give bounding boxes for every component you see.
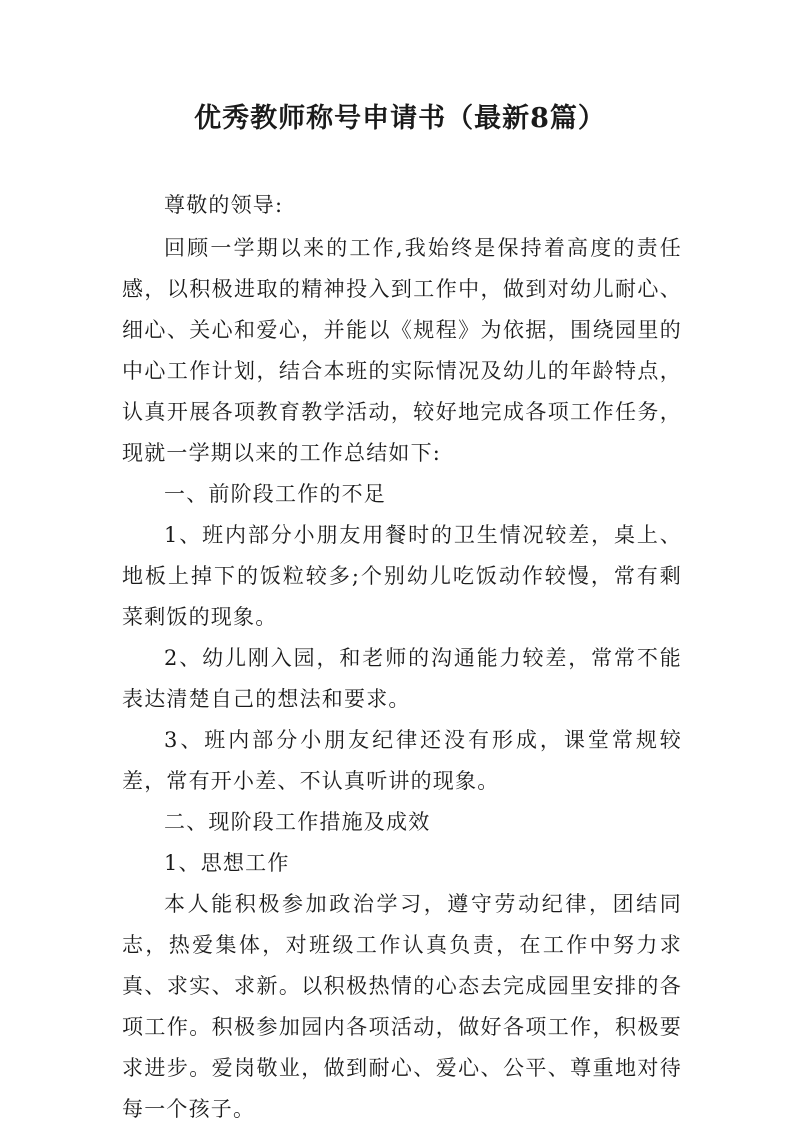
subsection-heading-ideology: 1、思想工作: [164, 851, 290, 875]
paragraph-item-1: 1、班内部分小朋友用餐时的卫生情况较差，桌上、地板上掉下的饭粒较多;个别幼儿吃饭动作较慢，常有剩菜剩饭的现象。: [122, 523, 682, 629]
paragraph-intro: 回顾一学期以来的工作,我始终是保持着高度的责任感，以积极进取的精神投入到工作中，做到对幼儿耐心、细心、关心和爱心，并能以《规程》为依据，围绕园里的中心工作计划，结合本班的实际情况及幼儿的年龄特点，认真开展各项教育教学活动，较好地完成各项工作任务，现就一学期以来的工作总结如下:: [122, 236, 682, 465]
salutation: 尊敬的领导:: [164, 193, 284, 217]
paragraph-item-2: 2、幼儿刚入园，和老师的沟通能力较差，常常不能表达清楚自己的想法和要求。: [122, 646, 682, 711]
document-title: 优秀教师称号申请书（最新8篇）: [194, 103, 606, 134]
section-heading-measures: 二、现阶段工作措施及成效: [164, 810, 431, 834]
paragraph-ideology: 本人能积极参加政治学习，遵守劳动纪律，团结同志，热爱集体，对班级工作认真负责，在工作中努力求真、求实、求新。以积极热情的心态去完成园里安排的各项工作。积极参加园内各项活动，做好各项工作，积极要求进步。爱岗敬业，做到耐心、爱心、公平、尊重地对待每一个孩子。: [122, 892, 682, 1121]
document-body: [122, 185, 682, 1130]
section-heading-shortcomings: 一、前阶段工作的不足: [164, 482, 386, 506]
paragraph-item-3: 3、班内部分小朋友纪律还没有形成，课堂常规较差，常有开小差、不认真听讲的现象。: [122, 728, 682, 793]
